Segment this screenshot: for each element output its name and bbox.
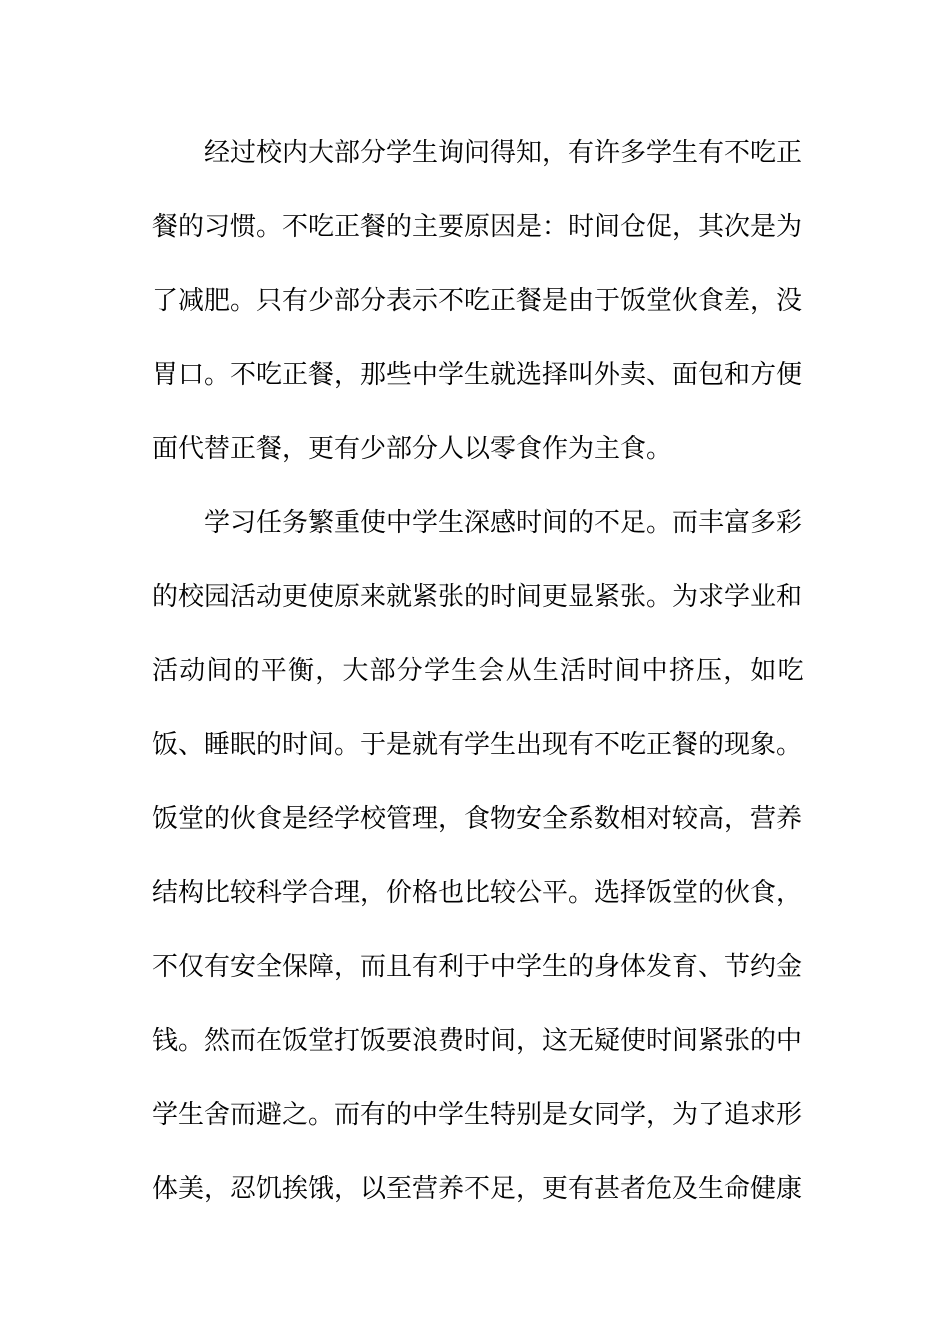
paragraph-2-line-6: 结构比较科学合理，价格也比较公平。选择饭堂的伙食， xyxy=(152,878,803,908)
paragraph-1-line-3: 了减肥。只有少部分表示不吃正餐是由于饭堂伙食差，没 xyxy=(152,286,803,316)
paragraph-2-line-8: 钱。然而在饭堂打饭要浪费时间，这无疑使时间紧张的中 xyxy=(152,1026,803,1056)
paragraph-2-line-10: 体美，忍饥挨饿，以至营养不足，更有甚者危及生命健康 xyxy=(152,1174,803,1204)
paragraph-2-line-1: 学习任务繁重使中学生深感时间的不足。而丰富多彩 xyxy=(204,508,803,538)
paragraph-2-line-3: 活动间的平衡，大部分学生会从生活时间中挤压，如吃 xyxy=(152,656,805,686)
paragraph-1-line-2: 餐的习惯。不吃正餐的主要原因是：时间仓促，其次是为 xyxy=(152,212,803,242)
paragraph-2-line-2: 的校园活动更使原来就紧张的时间更显紧张。为求学业和 xyxy=(152,582,803,612)
paragraph-1-line-5: 面代替正餐，更有少部分人以零食作为主食。 xyxy=(152,434,673,464)
paragraph-2-line-5: 饭堂的伙食是经学校管理，食物安全系数相对较高，营养 xyxy=(152,804,803,834)
paragraph-2-line-9: 学生舍而避之。而有的中学生特别是女同学，为了追求形 xyxy=(152,1100,803,1130)
paragraph-1-line-4: 胃口。不吃正餐，那些中学生就选择叫外卖、面包和方便 xyxy=(152,360,803,390)
paragraph-2-line-4: 饭、睡眠的时间。于是就有学生出现有不吃正餐的现象。 xyxy=(152,730,803,760)
paragraph-2-line-7: 不仅有安全保障，而且有利于中学生的身体发育、节约金 xyxy=(152,952,803,982)
paragraph-1-line-1: 经过校内大部分学生询问得知，有许多学生有不吃正 xyxy=(204,138,803,168)
